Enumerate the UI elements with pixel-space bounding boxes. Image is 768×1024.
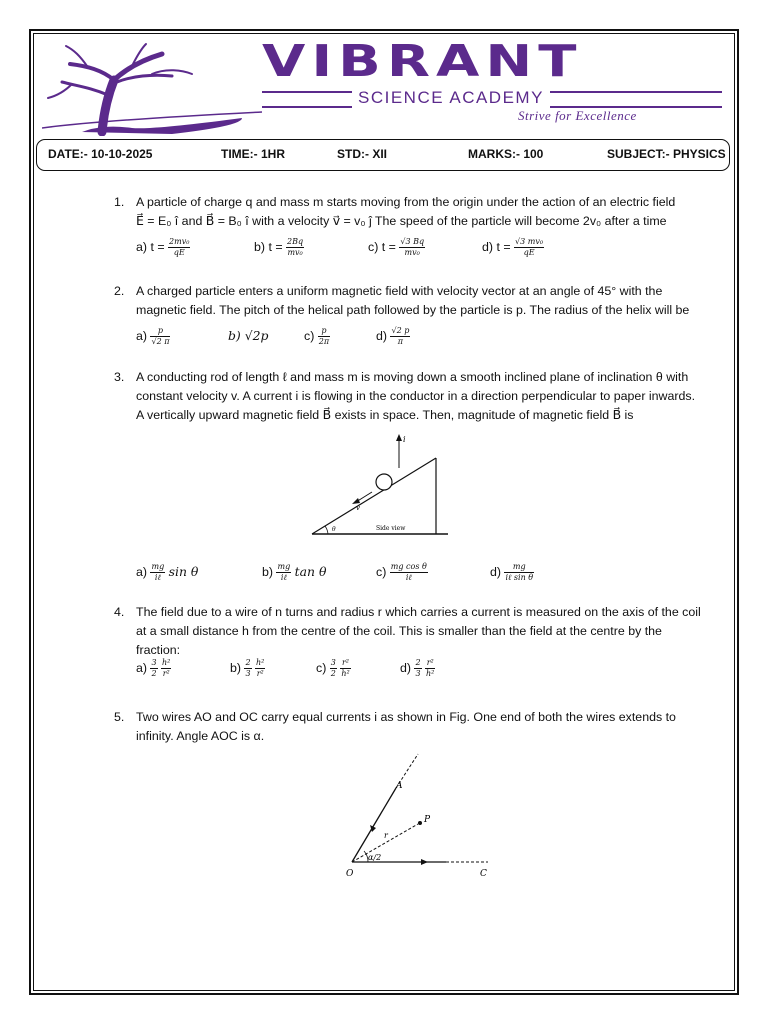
wires-figure [336,752,506,884]
incline-slope [312,458,436,534]
option-a: a) $\frac{3}{2}$ $\frac{\text{h²}}{\text{r²}}$ [136,658,171,678]
label-a: A [396,781,403,791]
option-c: c) $\frac{\text{mg cos θ}}{\text{iℓ}}$ [376,562,427,582]
question-number: 5. [114,710,125,724]
label-angle: α/2 [368,853,382,862]
option-d: d) $\frac{mg}{\text{iℓ sin θ}}$ [490,562,534,582]
options-row [136,233,736,261]
option-d: d) $\frac{2}{3}$ $\frac{\text{r²}}{\text{h²}}$ [400,658,435,678]
brand-tagline: Strive for Excellence [518,108,637,123]
question-number: 2. [114,284,125,298]
options-row [136,562,736,590]
tree-logo-icon [42,40,264,136]
label-p: P [424,815,431,825]
rod-cross-section [376,474,392,490]
point-p [418,821,422,825]
question-text: A particle of charge q and mass m starts moving from the origin under the action of an electric field [136,195,676,209]
brand-subtitle: SCIENCE ACADEMY [352,88,550,108]
header-marks: MARKS:- 100 [468,147,544,161]
option-b: b) t = $\frac{2Bq}{\text{mv₀}}$ [254,237,304,257]
question-text: magnetic field. The pitch of the helical path followed by the particle is p. The radius of the helix will be [136,303,690,317]
question-text: E⃗ = E₀ î and B⃗ = B₀ î with a velocity v⃗ = v₀ ĵ The speed of the particle will become 2v₀ after a time [136,214,667,228]
bisector-line [352,824,418,862]
figure-caption: Side view [376,525,406,532]
question-text: The field due to a wire of n turns and radius r which carries a current is measured on the axis of the coil [136,605,701,619]
question-number: 3. [114,370,125,384]
option-d: d) $\frac{√2 p}{\pi}$ [376,326,410,346]
inclined-plane-figure [284,430,454,546]
option-a: a) t = $\frac{\text{2mv₀}}{qE}$ [136,237,190,257]
brand-name: VIBRANT [262,36,583,87]
wire-ao [352,788,396,862]
label-c: C [480,869,487,879]
header-std: STD:- XII [337,147,387,161]
option-d: d) t = $\frac{\text{√3 mv₀}}{qE}$ [482,237,544,257]
question-text: infinity. Angle AOC is α. [136,729,265,743]
option-c: c) $\frac{p}{2\pi}$ [304,326,330,346]
header-subject: SUBJECT:- PHYSICS [607,147,726,161]
label-theta: θ [332,526,336,533]
question-text: A vertically upward magnetic field B⃗ exists in space. Then, magnitude of magnetic field B⃗ is [136,408,634,422]
option-b: b) √2p [228,328,269,343]
question-text: A charged particle enters a uniform magnetic field with velocity vector at an angle of 45° with the [136,284,663,298]
header-time: TIME:- 1HR [221,147,285,161]
option-b: b) $\frac{mg}{\text{iℓ}}$ tan θ [262,562,327,583]
question-text: constant velocity v. A current i is flowing in the conductor in a direction perpendicular to paper inwards. [136,389,696,403]
option-a: a) $\frac{mg}{\text{iℓ}}$ sin θ [136,562,199,583]
question-text: fraction: [136,643,181,657]
question-number: 4. [114,605,125,619]
label-o: O [346,869,354,879]
header-date: DATE:- 10-10-2025 [48,147,153,161]
option-a: a) $\frac{p}{√2 \pi}$ [136,326,170,346]
option-b: b) $\frac{2}{3}$ $\frac{\text{h²}}{\text{r²}}$ [230,658,265,678]
option-c: c) $\frac{3}{2}$ $\frac{\text{r²}}{\text{h²}}$ [316,658,350,678]
label-i: i [403,435,406,444]
question-text: Two wires AO and OC carry equal currents i as shown in Fig. One end of both the wires extends to [136,710,676,724]
question-number: 1. [114,195,125,209]
question-text: A conducting rod of length ℓ and mass m is moving down a smooth inclined plane of inclination θ with [136,370,689,384]
question-text: at a small distance h from the centre of the coil. This is smaller than the field at the centre by the [136,624,662,638]
options-row [136,658,736,686]
option-c: c) t = $\frac{√3 Bq}{\text{mv₀}}$ [368,237,425,257]
label-r: r [384,831,388,840]
label-v: v [356,504,360,512]
options-row [136,322,736,350]
